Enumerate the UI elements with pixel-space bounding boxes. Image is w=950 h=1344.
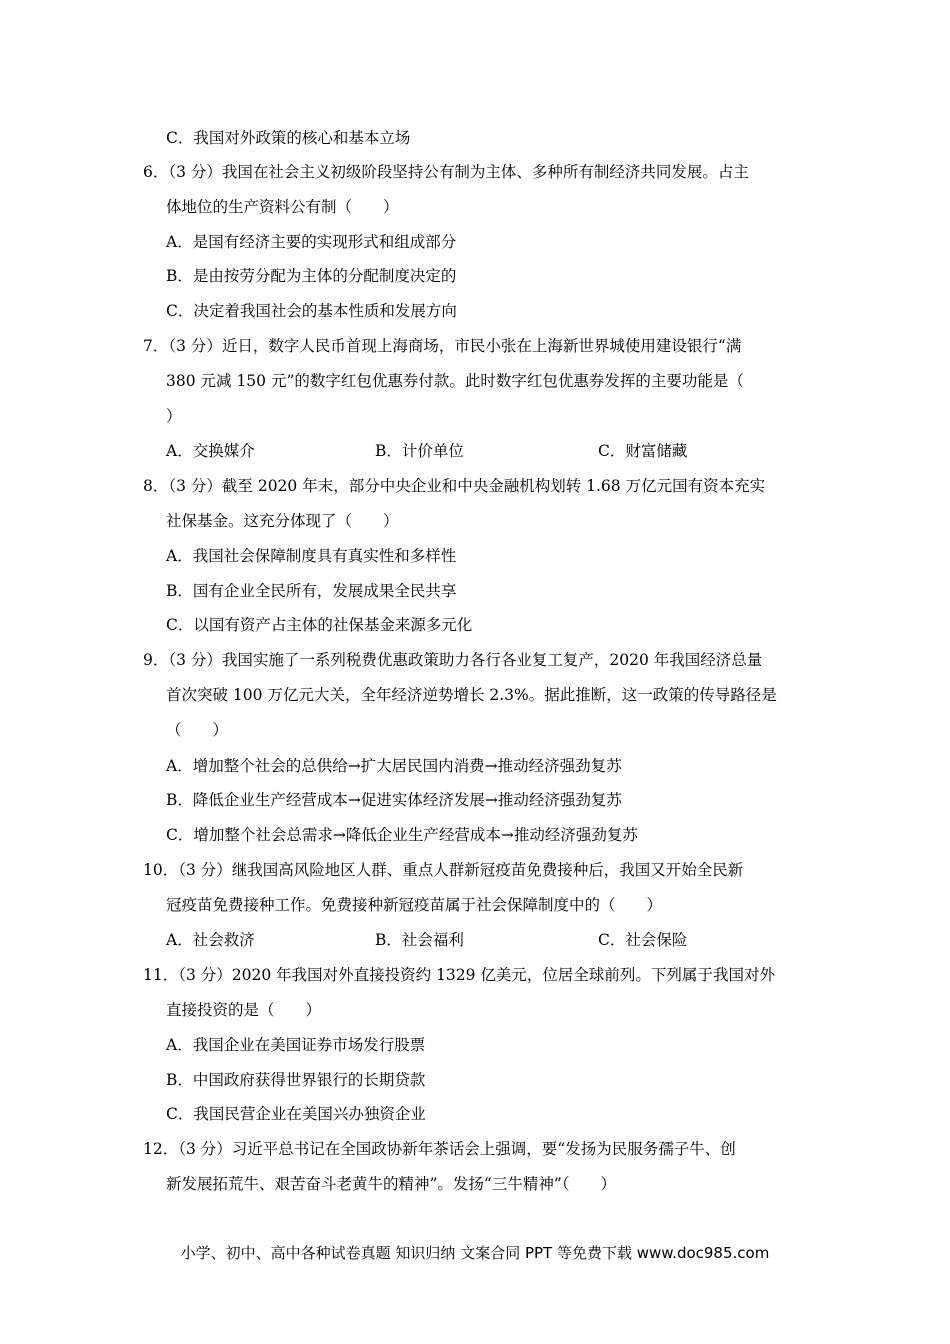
q7-stem-line1: 7．（3 分）近日，数字人民币首现上海商场，市民小张在上海新世界城使用建设银行“满 [143,337,742,355]
q8-stem-line2: 社保基金。这充分体现了（ ） [166,512,399,530]
q6-stem-line1: 6．（3 分）我国在社会主义初级阶段坚持公有制为主体、多种所有制经济共同发展。占主 [143,163,749,181]
q8-option-a: A．我国社会保障制度具有真实性和多样性 [166,547,457,565]
q9-option-b: B．降低企业生产经营成本→促进实体经济发展→推动经济强劲复苏 [166,791,622,809]
q7-stem-line3: ） [166,407,182,425]
q8-option-c: C．以国有资产占主体的社保基金来源多元化 [166,616,473,634]
q7-option-c: C．财富储藏 [598,442,688,460]
q12-stem-line2: 新发展拓荒牛、艰苦奋斗老黄牛的精神”。发扬“三牛精神”（ ） [166,1175,617,1193]
q6-stem-line2: 体地位的生产资料公有制（ ） [166,198,399,216]
q11-option-b: B．中国政府获得世界银行的长期贷款 [166,1071,426,1089]
q6-option-c: C．决定着我国社会的基本性质和发展方向 [166,302,457,320]
q10-option-c: C．社会保险 [598,931,688,949]
q6-option-b: B．是由按劳分配为主体的分配制度决定的 [166,267,457,285]
q7-option-b: B．计价单位 [375,442,464,460]
q9-option-c: C．增加整个社会总需求→降低企业生产经营成本→推动经济强劲复苏 [166,826,638,844]
q11-option-a: A．我国企业在美国证券市场发行股票 [166,1036,426,1054]
q7-stem-line2: 380 元减 150 元”的数字红包优惠券付款。此时数字红包优惠券发挥的主要功能是（ [166,372,744,390]
q11-stem-line2: 直接投资的是（ ） [166,1001,322,1019]
q10-option-a: A．社会救济 [166,931,255,949]
q11-stem-line1: 11．（3 分）2020 年我国对外直接投资约 1329 亿美元，位居全球前列。下列属于我国对外 [143,966,775,984]
q10-stem-line1: 10．（3 分）继我国高风险地区人群、重点人群新冠疫苗免费接种后，我国又开始全民新 [143,861,744,879]
q6-option-a: A．是国有经济主要的实现形式和组成部分 [166,233,457,251]
page-footer: 小学、初中、高中各种试卷真题 知识归纳 文案合同 PPT 等免费下载 www.doc985.com [180,1244,770,1262]
q12-stem-line1: 12．（3 分）习近平总书记在全国政协新年茶话会上强调，要“发扬为民服务孺子牛、创 [143,1140,736,1158]
q9-option-a: A．增加整个社会的总供给→扩大居民国内消费→推动经济强劲复苏 [166,757,622,775]
q9-stem-line1: 9．（3 分）我国实施了一系列税费优惠政策助力各行各业复工复产，2020 年我国经济总量 [143,651,763,669]
q9-stem-line3: （ ） [166,721,229,739]
q8-stem-line1: 8．（3 分）截至 2020 年末，部分中央企业和中央金融机构划转 1.68 万亿元国有资本充实 [143,477,766,495]
q10-stem-line2: 冠疫苗免费接种工作。免费接种新冠疫苗属于社会保障制度中的（ ） [166,896,663,914]
q9-stem-line2: 首次突破 100 万亿元大关，全年经济逆势增长 2.3%。据此推断，这一政策的传导路径是 [166,686,777,704]
q10-option-b: B．社会福利 [375,931,464,949]
q11-option-c: C．我国民营企业在美国兴办独资企业 [166,1105,426,1123]
q8-option-b: B．国有企业全民所有，发展成果全民共享 [166,582,457,600]
q7-option-a: A．交换媒介 [166,442,255,460]
q5-option-c: C．我国对外政策的核心和基本立场 [166,129,411,147]
